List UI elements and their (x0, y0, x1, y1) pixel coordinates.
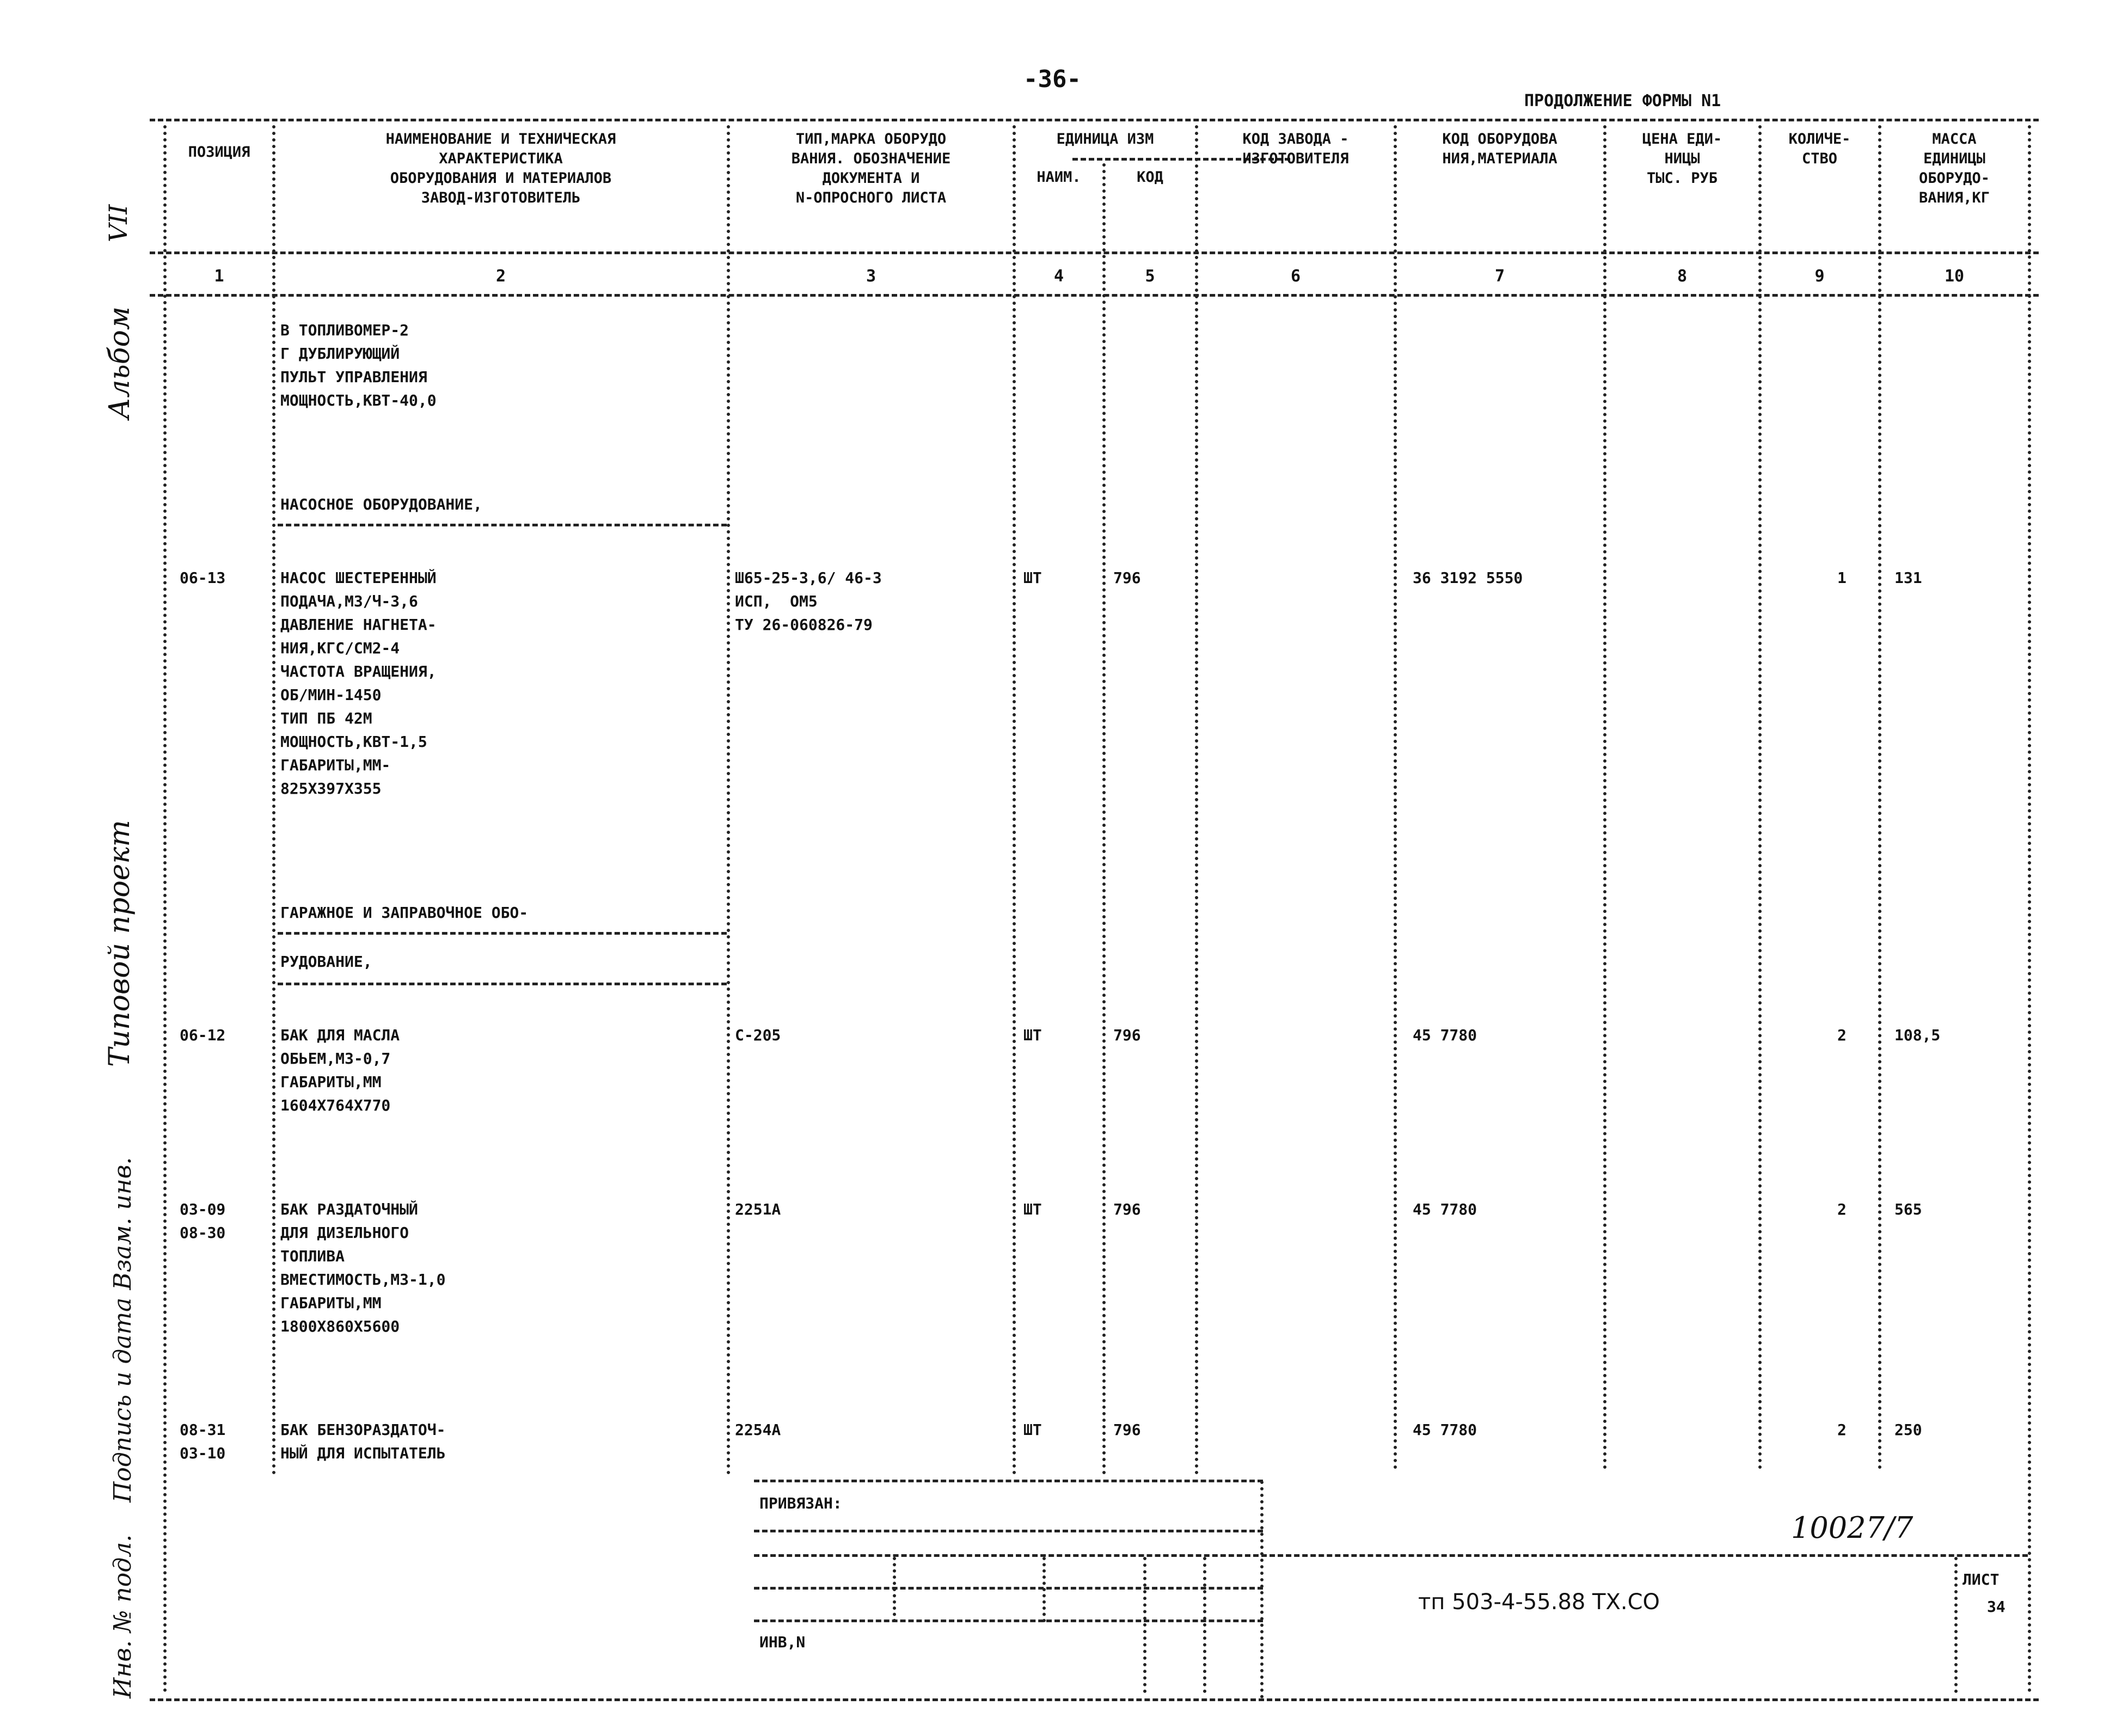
section-garage-rule-2 (278, 983, 727, 985)
column-number: 2 (495, 267, 506, 286)
stamp-top-rule (754, 1480, 1263, 1482)
header-position: ПОЗИЦИЯ (188, 144, 250, 161)
column-number: 3 (866, 267, 876, 286)
row-position: 08-31 03-10 (180, 1421, 226, 1462)
header-factory-code: КОД ЗАВОДА - ИЗГОТОВИТЕЛЯ (1242, 131, 1349, 167)
row-position: 06-13 (180, 569, 226, 587)
column-number: 7 (1494, 267, 1505, 286)
row-mass: 565 (1894, 1200, 1922, 1218)
margin-inventory: Инв. № подл. (109, 1534, 137, 1698)
row-unit: ШТ (1023, 1026, 1042, 1044)
header-name: НАИМЕНОВАНИЕ И ТЕХНИЧЕСКАЯ ХАРАКТЕРИСТИКА ОБОРУДОВАНИЯ И МАТЕРИАЛОВ ЗАВОД-ИЗГОТОВИТЕЛЬ (385, 131, 616, 206)
row-unit-code: 796 (1113, 569, 1141, 587)
header-mass: МАССА ЕДИНИЦЫ ОБОРУДО- ВАНИЯ,КГ (1918, 131, 1990, 206)
header-type: ТИП,МАРКА ОБОРУДО ВАНИЯ. ОБОЗНАЧЕНИЕ ДОКУМЕНТА И N-ОПРОСНОГО ЛИСТА (791, 131, 951, 206)
header-equipment-code: КОД ОБОРУДОВА НИЯ,МАТЕРИАЛА (1442, 131, 1557, 167)
form-continuation-title: ПРОДОЛЖЕНИЕ ФОРМЫ N1 (1524, 91, 1721, 111)
col-rule-2 (727, 125, 730, 1475)
col-rule-0 (163, 125, 167, 1693)
row-mass: 250 (1894, 1421, 1922, 1439)
row-quantity: 2 (1837, 1026, 1847, 1044)
column-number: 10 (1944, 267, 1965, 286)
row-type: 2251А (735, 1200, 781, 1218)
page-number: -36- (1023, 65, 1081, 93)
col-rule-8 (1758, 125, 1762, 1470)
stamp-privyazan: ПРИВЯЗАН: (759, 1494, 842, 1512)
stamp-document-code: тп 503-4-55.88 ТХ.СО (1418, 1590, 1660, 1615)
row-name: БАК ДЛЯ МАСЛА ОБЬЕМ,М3-0,7 ГАБАРИТЫ,ММ 1604Х764Х770 (280, 1026, 400, 1114)
column-number: 9 (1814, 267, 1825, 286)
row-name: БАК БЕНЗОРАЗДАТОЧ- НЫЙ ДЛЯ ИСПЫТАТЕЛЬ (280, 1421, 446, 1462)
col-rule-3 (1013, 125, 1016, 1475)
row-name: БАК РАЗДАТОЧНЫЙ ДЛЯ ДИЗЕЛЬНОГО ТОПЛИВА ВМЕСТИМОСТЬ,М3-1,0 ГАБАРИТЫ,ММ 1800Х860Х5600 (280, 1200, 446, 1335)
col-rule-4 (1102, 163, 1106, 1475)
row-type: С-205 (735, 1026, 781, 1044)
row-quantity: 2 (1837, 1200, 1847, 1218)
col-rule-1 (272, 125, 275, 1475)
margin-album-number: VII (103, 204, 133, 242)
stamp-grid-rule (1143, 1557, 1146, 1693)
margin-signature: Подпись и дата Взам. инв. (109, 1157, 137, 1502)
header-bottom-rule (150, 251, 2039, 254)
section-pumps: НАСОСНОЕ ОБОРУДОВАНИЕ, (280, 495, 482, 513)
row-name: НАСОС ШЕСТЕРЕННЫЙ ПОДАЧА,М3/Ч-3,6 ДАВЛЕНИЕ НАГНЕТА- НИЯ,КГС/СМ2-4 ЧАСТОТА ВРАЩЕНИЯ, ОБ/МИН-1450 ТИП ПБ 42М МОЩНОСТЬ,КВТ-1,5 ГАБАРИТЫ,ММ- 825Х397Х355 (280, 569, 437, 798)
section-pumps-rule (278, 524, 727, 526)
row-quantity: 2 (1837, 1421, 1847, 1439)
row-equipment-code: 45 7780 (1413, 1200, 1477, 1218)
margin-album (103, 306, 136, 419)
stamp-rule-1 (754, 1530, 1263, 1532)
row-unit: ШТ (1023, 1200, 1042, 1218)
stamp-grid-rule (1203, 1557, 1206, 1693)
header-unit-price: ЦЕНА ЕДИ- НИЦЫ ТЫС. РУБ (1642, 131, 1722, 187)
stamp-sheet-number: 34 (1987, 1598, 2006, 1616)
column-number-rule (150, 294, 2039, 297)
row-unit-code: 796 (1113, 1200, 1141, 1218)
stamp-rule-3 (754, 1587, 1263, 1590)
column-number: 5 (1145, 267, 1155, 286)
row-unit: ШТ (1023, 569, 1042, 587)
row-equipment-code: 45 7780 (1413, 1421, 1477, 1439)
row-position: 06-12 (180, 1026, 226, 1044)
stamp-rule-2 (754, 1554, 2028, 1557)
row-quantity: 1 (1837, 569, 1847, 587)
header-unit: ЕДИНИЦА ИЗМ (1056, 131, 1154, 148)
col-rule-9 (1878, 125, 1881, 1470)
table-top-rule (150, 119, 2039, 121)
header-unit-name: НАИМ. (1037, 169, 1081, 186)
column-number: 4 (1053, 267, 1064, 286)
row-equipment-code: 45 7780 (1413, 1026, 1477, 1044)
row-mass: 131 (1894, 569, 1922, 587)
row-equipment-code: 36 3192 5550 (1413, 569, 1523, 587)
stamp-grid-rule (1042, 1557, 1046, 1622)
row-unit: ШТ (1023, 1421, 1042, 1439)
header-unit-code: КОД (1137, 169, 1163, 186)
header-quantity: КОЛИЧЕ- СТВО (1788, 131, 1851, 167)
column-number: 6 (1290, 267, 1301, 286)
stamp-inventory: ИНВ,N (759, 1633, 806, 1651)
section-garage-rule-1 (278, 932, 727, 935)
row-position: 03-09 08-30 (180, 1200, 226, 1242)
col-rule-5 (1195, 125, 1198, 1475)
table-bottom-rule (150, 1698, 2039, 1701)
col-rule-10 (2028, 125, 2031, 1693)
row-unit-code: 796 (1113, 1421, 1141, 1439)
col-rule-7 (1603, 125, 1606, 1470)
row-type: Ш65-25-3,6/ 46-3 ИСП, ОМ5 ТУ 26-060826-79 (735, 569, 882, 634)
column-number: 8 (1677, 267, 1688, 286)
margin-album-label: Альбом (103, 306, 136, 419)
section-garage-part1: ГАРАЖНОЕ И ЗАПРАВОЧНОЕ ОБО- (280, 904, 529, 922)
stamp-handwritten-number: 10027/7 (1791, 1511, 1914, 1545)
stamp-right-rule (1260, 1481, 1264, 1698)
stamp-rule-4 (754, 1620, 1263, 1622)
column-number: 1 (214, 267, 224, 286)
stamp-grid-rule (893, 1557, 896, 1622)
row-mass: 108,5 (1894, 1026, 1941, 1044)
row-unit-code: 796 (1113, 1026, 1141, 1044)
row-type: 2254А (735, 1421, 781, 1439)
section-garage-part2: РУДОВАНИЕ, (280, 953, 372, 971)
col-rule-6 (1394, 125, 1397, 1470)
intro-text: В ТОПЛИВОМЕР-2 Г ДУБЛИРУЮЩИЙ ПУЛЬТ УПРАВЛЕНИЯ МОЩНОСТЬ,КВТ-40,0 (280, 321, 437, 409)
stamp-sheet-rule (1954, 1557, 1958, 1693)
margin-project: Типовой проект (103, 820, 136, 1067)
stamp-sheet-label: ЛИСТ (1962, 1571, 2000, 1588)
